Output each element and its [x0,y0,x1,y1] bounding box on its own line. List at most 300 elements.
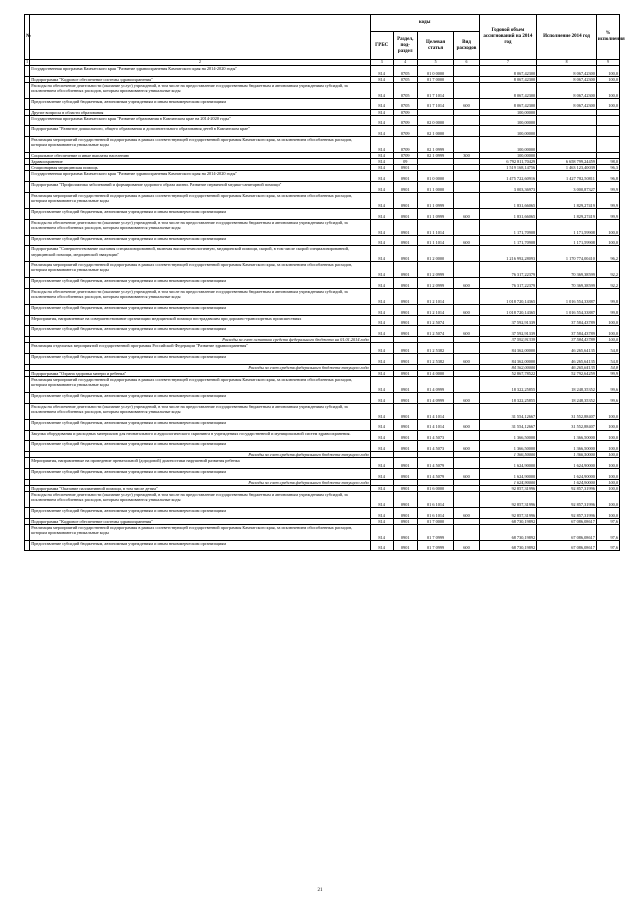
row-percent: 100,0 [596,491,619,507]
row-grbs: 814 [370,171,393,182]
col-index: 3 [370,60,393,66]
row-name: Предоставление субсидий бюджетным, автономным учреждениям и иным некоммерческим организациям [30,326,370,337]
row-grbs: 814 [370,469,393,480]
col-index: 5 [417,60,454,66]
table-row [25,262,620,278]
row-exp-type: 600 [454,469,479,480]
row-exp-type: 600 [454,441,479,452]
row-percent: 97,6 [596,518,619,524]
row-exp-type [454,82,479,98]
row-section: 0901 [393,193,417,209]
table-row [25,193,620,209]
row-target: 01 7 0000 [417,518,454,524]
row-name: Государственная программа Камчатского края "Развитие здравоохранения Камчатского края на 2014-2020 годы" [30,171,370,182]
row-grbs: 814 [370,66,393,77]
row-exp-type: 600 [454,419,479,430]
row-section: 0901 [393,507,417,518]
row-percent: 54,8 [596,354,619,365]
row-allocation: 37 592,91339 [479,315,537,326]
row-section: 0901 [393,171,417,182]
row-exp-type [454,115,479,126]
row-allocation: 92 857,31996 [479,491,537,507]
row-name: Реализация мероприятий государственной подпрограммы в рамках соответствующей государственной программы Камчатского края, за исключением обособленных расходов, которым присваиваются уникальные коды [30,377,370,393]
row-section: 0901 [393,518,417,524]
row-percent: 100,0 [596,82,619,98]
row-execution: 8 067,42300 [537,82,597,98]
row-execution: 1 171,59908 [537,219,597,235]
row-name: Расходы на обеспечение деятельности (оказание услуг) учреждений, в том числе на предоставление государственным бюджетным и автономным учреждениям субсидий, за исключением обособленных расходов, которым присваиваются уникальные коды [30,219,370,235]
row-execution: 31 552,88407 [537,403,597,419]
row-target: 01 7 1014 [417,98,454,109]
row-section: 0901 [393,278,417,289]
row-allocation: 68 730,19892 [479,524,537,540]
row-allocation: 1 018 720,14365 [479,304,537,315]
row-execution: 31 552,88407 [537,419,597,430]
row-name: Мероприятия, направленные на проведение пренатальной (дородовой) диагностики нарушений развития ребенка [30,458,370,469]
table-row [25,137,620,153]
table-header [25,15,625,66]
row-section: 0901 [393,246,417,262]
row-target: 01 1 1014 [417,235,454,246]
row-grbs: 814 [370,235,393,246]
row-section: 0901 [393,491,417,507]
row-grbs: 814 [370,76,393,82]
row-section: 0709 [393,153,417,159]
row-name: Стационарная медицинская помощь [30,165,370,171]
row-section: 0901 [393,326,417,337]
row-allocation: 8 067,42300 [479,98,537,109]
row-name: Государственная программа Камчатского края "Развитие здравоохранения Камчатского края на 2014-2020 годы" [30,66,370,77]
row-execution: 1 463 123,40039 [537,165,597,171]
row-execution: 1 624,90000 [537,479,597,485]
row-section: 0901 [393,219,417,235]
table-row [25,458,620,469]
row-exp-type [454,343,479,354]
row-execution: 1 366,50000 [537,441,597,452]
row-section: 0705 [393,66,417,77]
table-row [25,507,620,518]
row-percent: 92,2 [596,262,619,278]
row-exp-type [454,315,479,326]
row-exp-type [454,403,479,419]
table-row [25,430,620,441]
row-percent: 92,2 [596,278,619,289]
row-section: 0901 [393,354,417,365]
row-grbs: 814 [370,219,393,235]
row-exp-type [454,219,479,235]
row-exp-type: 300 [454,153,479,159]
row-grbs: 814 [370,491,393,507]
table-row [25,491,620,507]
row-execution: 37 584,43789 [537,315,597,326]
row-percent: 100,0 [596,419,619,430]
row-grbs: 814 [370,278,393,289]
row-section: 0901 [393,403,417,419]
budget-table [24,14,625,551]
header-name-blank [30,15,370,60]
row-allocation: 92 857,31996 [479,507,537,518]
row-percent: 100,0 [596,98,619,109]
row-section: 0901 [393,208,417,219]
row-percent: 100,0 [596,219,619,235]
row-percent: 99,8 [596,304,619,315]
header-codes: коды [370,15,479,32]
row-exp-type: 600 [454,278,479,289]
row-grbs: 814 [370,507,393,518]
row-section: 0709 [393,137,417,153]
row-execution: 8 067,42300 [537,98,597,109]
header-exp-type: Вид расходов [454,32,479,60]
row-execution [537,137,597,153]
row-name: Расходы за счет средств федерального бюджета текущего года [30,452,370,458]
row-exp-type [454,193,479,209]
row-name: Предоставление субсидий бюджетным, автономным учреждениям и иным некоммерческим организациям [30,393,370,404]
row-execution: 1 016 554,33887 [537,304,597,315]
header-percent: % исполнения [596,15,619,60]
row-execution: 46 265,64135 [537,364,597,370]
row-target: 01 1 1014 [417,219,454,235]
row-execution: 46 265,64135 [537,343,597,354]
row-target: 01 6 1014 [417,491,454,507]
row-name: Подпрограмма "Кадровое обеспечение системы здравоохранения" [30,76,370,82]
row-target: 01 2 1014 [417,304,454,315]
row-allocation: 1 366,50000 [479,430,537,441]
table-row [25,126,620,137]
row-name: Социальное обеспечение и иные выплаты населению [30,153,370,159]
row-target: 02 0 0000 [417,115,454,126]
row-execution: 8 067,42300 [537,76,597,82]
row-grbs: 814 [370,430,393,441]
row-allocation: 8 067,42300 [479,82,537,98]
row-exp-type [454,66,479,77]
row-grbs: 814 [370,343,393,354]
row-percent: 99,9 [596,193,619,209]
row-execution: 67 086,08617 [537,540,597,551]
row-execution: 6 658 799,24459 [537,159,597,165]
row-exp-type [454,524,479,540]
row-target: 01 2 5382 [417,354,454,365]
table-row [25,326,620,337]
row-execution [537,126,597,137]
row-section: 0709 [393,126,417,137]
row-section: 0901 [393,540,417,551]
col-index: 8 [537,60,597,66]
row-percent: 96,8 [596,171,619,182]
row-grbs: 814 [370,403,393,419]
row-section: 0901 [393,419,417,430]
row-exp-type: 600 [454,235,479,246]
row-target: 01 4 5073 [417,430,454,441]
budget-execution-page [24,14,625,551]
row-name: Предоставление субсидий бюджетным, автономным учреждениям и иным некоммерческим организациям [30,98,370,109]
row-execution: 67 086,08617 [537,524,597,540]
row-execution: 37 584,43789 [537,326,597,337]
row-grbs: 814 [370,393,393,404]
header-execution: Исполнение 2014 год [537,15,597,60]
header-number: № [25,15,30,60]
row-section: 0901 [393,262,417,278]
row-name: Мероприятия, направленные на совершенствование организации медицинской помощи пострадавшим при дорожно-транспортных происшествиях [30,315,370,326]
row-target: 01 7 0999 [417,524,454,540]
row-percent: 99,6 [596,377,619,393]
col-index: 1 [26,60,29,64]
page-number: 21 [317,888,323,893]
table-row [25,235,620,246]
row-allocation: 6 792 811,70429 [479,159,537,165]
row-exp-type [454,377,479,393]
row-allocation: 31 554,12667 [479,419,537,430]
row-allocation: 37 592,91339 [479,337,537,343]
row-grbs: 814 [370,441,393,452]
row-percent: 99,9 [596,208,619,219]
row-allocation: 84 362,00000 [479,364,537,370]
row-allocation: 1 171,70908 [479,219,537,235]
row-execution: 1 624,90000 [537,469,597,480]
row-target: 01 1 0999 [417,193,454,209]
row-target: 01 2 0000 [417,246,454,262]
row-target: 01 2 0999 [417,278,454,289]
row-name: Расходы за счет средств федерального бюджета текущего года [30,479,370,485]
row-allocation: 1 519 168,14756 [479,165,537,171]
row-execution: 37 584,43789 [537,337,597,343]
row-percent: 100,0 [596,479,619,485]
row-grbs: 814 [370,115,393,126]
row-section: 0901 [393,371,417,377]
col-index: 2 [30,60,370,66]
row-grbs: 814 [370,419,393,430]
row-exp-type: 600 [454,98,479,109]
table-row [25,354,620,365]
header-target: Целевая статья [417,32,454,60]
row-allocation: 8 067,42300 [479,76,537,82]
row-target: 01 0 0000 [417,171,454,182]
row-percent: 100,0 [596,76,619,82]
row-section: 0901 [393,304,417,315]
row-allocation: 18 322,25855 [479,393,537,404]
row-exp-type [454,288,479,304]
row-percent [596,115,619,126]
row-allocation: 37 592,91339 [479,326,537,337]
row-name: Расходы за счет остатков средств федерального бюджета на 01.01.2014 года [30,337,370,343]
row-allocation: 100,00000 [479,109,537,115]
row-section: 0705 [393,76,417,82]
row-allocation: 52 867,78522 [479,371,537,377]
row-exp-type: 600 [454,507,479,518]
table-row [25,343,620,354]
row-execution: 92 857,31996 [537,485,597,491]
row-allocation: 3 003,36973 [479,182,537,193]
row-exp-type [454,182,479,193]
row-allocation: 18 322,25855 [479,377,537,393]
row-name: Расходы на обеспечение деятельности (оказание услуг) учреждений, в том числе на предоставление государственным бюджетным и автономным учреждениям субсидий, за исключением обособленных расходов, которым присваиваются уникальные коды [30,491,370,507]
row-percent: 100,0 [596,441,619,452]
row-execution: 1 366,50000 [537,430,597,441]
row-target: 01 1 0999 [417,208,454,219]
row-grbs: 814 [370,326,393,337]
row-section: 0709 [393,115,417,126]
row-name: Подпрограмма "Оказание паллиативной помощи, в том числе детям" [30,485,370,491]
row-section: 0901 [393,430,417,441]
row-allocation: 1 624,90000 [479,458,537,469]
table-row [25,246,620,262]
row-name: Предоставление субсидий бюджетным, автономным учреждениям и иным некоммерческим организациям [30,540,370,551]
row-percent: 99,6 [596,393,619,404]
row-name: Расходы за счет средств федерального бюджета текущего года [30,364,370,370]
row-section: 0901 [393,485,417,491]
table-row [25,171,620,182]
row-name: Реализация мероприятий государственной подпрограммы в рамках соответствующей государственной программы Камчатского края, за исключением обособленных расходов, которым присваиваются уникальные коды [30,524,370,540]
row-allocation: 100,00000 [479,115,537,126]
row-name: Подпрограмма "Кадровое обеспечение системы здравоохранения" [30,518,370,524]
col-index: 6 [454,60,479,66]
row-target: 02 1 0999 [417,153,454,159]
row-section: 0901 [393,288,417,304]
row-name: Предоставление субсидий бюджетным, автономным учреждениям и иным некоммерческим организациям [30,441,370,452]
row-execution: 18 248,35352 [537,377,597,393]
row-name: Подпрограмма "Профилактика заболеваний и формирование здорового образа жизни. Развитие первичной медико-санитарной помощи" [30,182,370,193]
table-row [25,288,620,304]
row-grbs: 814 [370,109,393,115]
row-grbs: 814 [370,518,393,524]
row-target: 01 0 0000 [417,66,454,77]
row-target: 02 1 0999 [417,137,454,153]
table-body [25,66,620,551]
row-section: 0709 [393,109,417,115]
row-allocation: 1 831,66065 [479,208,537,219]
row-grbs: 814 [370,354,393,365]
row-grbs: 814 [370,315,393,326]
row-exp-type: 600 [454,393,479,404]
row-section: 0901 [393,524,417,540]
table-row [25,419,620,430]
row-name: Предоставление субсидий бюджетным, автономным учреждениям и иным некоммерческим организациям [30,469,370,480]
table-row [25,393,620,404]
row-percent: 99,9 [596,182,619,193]
row-grbs: 814 [370,377,393,393]
row-grbs: 814 [370,137,393,153]
row-target: 01 4 5079 [417,458,454,469]
row-exp-type [454,246,479,262]
row-name: Реализация мероприятий государственной подпрограммы в рамках соответствующей государственной программы Камчатского края, за исключением обособленных расходов, которым присваиваются уникальные коды [30,193,370,209]
row-percent: 96,3 [596,165,619,171]
row-target: 01 2 5074 [417,326,454,337]
row-percent: 100,0 [596,326,619,337]
col-index: 7 [479,60,537,66]
row-exp-type [454,137,479,153]
row-allocation: 68 730,19892 [479,518,537,524]
col-index: 9 [596,60,619,66]
row-target: 01 4 5079 [417,469,454,480]
row-grbs: 814 [370,485,393,491]
row-name: Предоставление субсидий бюджетным, автономным учреждениям и иным некоммерческим организациям [30,208,370,219]
table-row [25,315,620,326]
row-percent: 98,0 [596,159,619,165]
row-grbs: 814 [370,153,393,159]
row-target: 01 7 1014 [417,82,454,98]
row-allocation: 1 171,70908 [479,235,537,246]
row-allocation: 1 624,90000 [479,479,537,485]
row-section: 0901 [393,458,417,469]
row-name: Подпрограмма "Совершенствование оказания специализированной, включая высокотехнологичную, медицинской помощи, скорой, в том числе скорой специализированной, медицинской помощи, медицинской эвакуации" [30,246,370,262]
row-section: 0901 [393,182,417,193]
row-section: 0901 [393,469,417,480]
row-execution: 1 366,50000 [537,452,597,458]
row-percent [596,126,619,137]
header-grbs: ГРБС [370,32,393,60]
row-exp-type: 600 [454,540,479,551]
row-execution: 1 171,59908 [537,235,597,246]
table-row [25,219,620,235]
row-execution: 46 265,64135 [537,354,597,365]
row-exp-type [454,126,479,137]
row-target: 01 4 1014 [417,419,454,430]
row-name: Подпрограмма "Развитие дошкольного, общего образования и дополнительного образования детей в Камчатском крае" [30,126,370,137]
row-percent: 96,2 [596,246,619,262]
row-name: Реализация мероприятий государственной подпрограммы в рамках соответствующей государственной программы Камчатского края, за исключением обособленных расходов, которым присваиваются уникальные коды [30,262,370,278]
row-grbs: 814 [370,458,393,469]
row-name: Здравоохранение [30,159,370,165]
row-execution: 92 857,31996 [537,491,597,507]
table-row [25,403,620,419]
row-allocation: 1 216 992,28093 [479,246,537,262]
row-name: Реализация мероприятий государственной подпрограммы в рамках соответствующей государственной программы Камчатского края, за исключением обособленных расходов, которым присваиваются уникальные коды [30,137,370,153]
row-percent: 100,0 [596,337,619,343]
row-execution: 3 000,87327 [537,182,597,193]
row-allocation: 92 857,31996 [479,485,537,491]
row-target: 01 4 0999 [417,393,454,404]
row-name: Реализация отдельных мероприятий государственной программы Российской Федерации "Развитие здравоохранения" [30,343,370,354]
row-section: 0705 [393,98,417,109]
header-allocation: Годовой объем ассигнований на 2014 год [479,15,537,60]
row-allocation: 8 067,42300 [479,66,537,77]
row-target: 02 1 0000 [417,126,454,137]
row-name: Расходы на обеспечение деятельности (оказание услуг) учреждений, в том числе на предоставление государственным бюджетным и автономным учреждениям субсидий, за исключением обособленных расходов, которым присваиваются уникальные коды [30,403,370,419]
row-section: 0901 [393,377,417,393]
row-allocation: 68 730,19892 [479,540,537,551]
row-section: 0901 [393,235,417,246]
header-section: Раздел, под-раздел [393,32,417,60]
row-exp-type: 600 [454,304,479,315]
row-target: 01 2 1014 [417,288,454,304]
row-execution: 70 369,38599 [537,278,597,289]
row-execution: 52 792,64259 [537,371,597,377]
row-percent: 99,8 [596,288,619,304]
row-allocation: 1 475 722,60916 [479,171,537,182]
row-section: 0901 [393,343,417,354]
table-row [25,182,620,193]
row-allocation: 100,00000 [479,137,537,153]
table-row [25,208,620,219]
row-percent: 100,0 [596,235,619,246]
row-name: Подпрограмма "Охрана здоровья матери и ребенка" [30,371,370,377]
row-name: Закупка оборудования и расходных материалов для неонатального и аудиологического скрининга в учреждениях государственной и муниципальной систем здравоохранения. [30,430,370,441]
row-execution: 67 086,08617 [537,518,597,524]
row-target: 01 4 5073 [417,441,454,452]
row-target: 01 4 0999 [417,377,454,393]
row-target: 01 2 0999 [417,262,454,278]
row-exp-type [454,262,479,278]
row-execution: 1 829,27419 [537,208,597,219]
row-exp-type: 600 [454,208,479,219]
row-target: 01 4 0000 [417,371,454,377]
row-allocation: 76 317,22379 [479,262,537,278]
row-percent: 99,9 [596,371,619,377]
row-percent: 100,0 [596,430,619,441]
row-name: Предоставление субсидий бюджетным, автономным учреждениям и иным некоммерческим организациям [30,507,370,518]
row-grbs: 814 [370,126,393,137]
row-name: Государственная программа Камчатского края "Развитие образования в Камчатском крае на 2014-2020 годы" [30,115,370,126]
row-percent: 54,8 [596,364,619,370]
